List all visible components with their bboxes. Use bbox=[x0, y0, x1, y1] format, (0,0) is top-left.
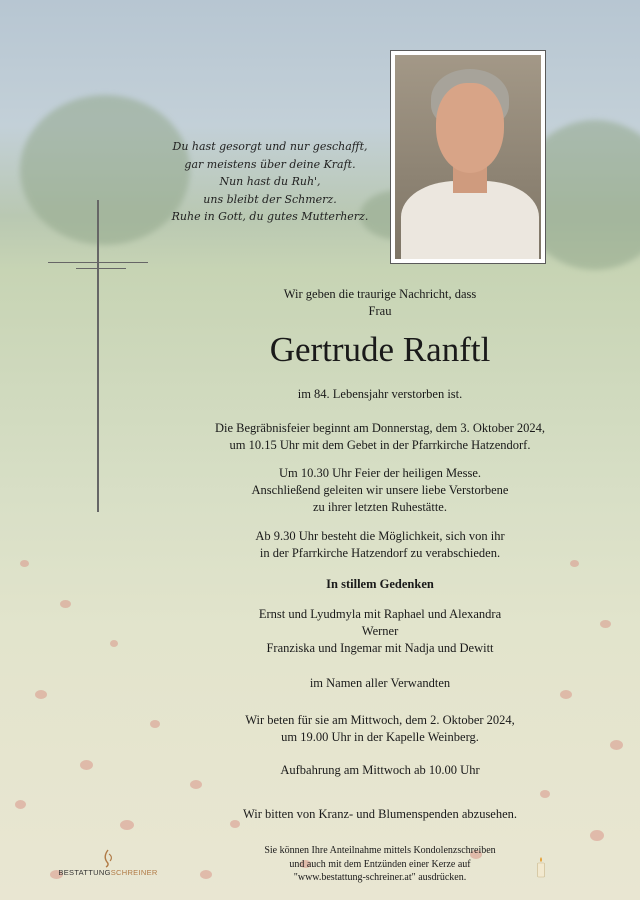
age-text: im 84. Lebensjahr verstorben ist. bbox=[297, 387, 463, 401]
mourner-line: Ernst und Lyudmyla mit Raphael und Alexandra bbox=[258, 607, 502, 621]
mass-line: Anschließend geleiten wir unsere liebe Verstorbene bbox=[251, 483, 509, 497]
farewell-info bbox=[160, 528, 600, 562]
funeral-info bbox=[160, 420, 600, 454]
mourner-line: Werner bbox=[361, 624, 399, 638]
intro-text bbox=[160, 286, 600, 320]
poem-line: gar meistens über deine Kraft. bbox=[184, 157, 356, 171]
mass-line: Um 10.30 Uhr Feier der heiligen Messe. bbox=[278, 466, 482, 480]
farewell-line: Ab 9.30 Uhr besteht die Möglichkeit, sich von ihr bbox=[255, 529, 505, 543]
mourners-list bbox=[160, 606, 600, 657]
viewing-text: Aufbahrung am Mittwoch ab 10.00 Uhr bbox=[280, 763, 480, 777]
deceased-name: Gertrude Ranftl bbox=[269, 330, 491, 369]
logo-text bbox=[56, 868, 160, 877]
mass-info bbox=[160, 465, 600, 516]
funeral-line: Die Begräbnisfeier beginnt am Donnerstag, dem 3. Oktober 2024, bbox=[214, 421, 546, 435]
poem bbox=[140, 138, 400, 226]
condolence-line: "www.bestattung-schreiner.at" ausdrücken. bbox=[293, 872, 467, 883]
poem-line: uns bleibt der Schmerz. bbox=[203, 192, 337, 206]
condolence-info bbox=[160, 844, 600, 885]
candle-icon[interactable] bbox=[535, 856, 547, 878]
portrait-frame bbox=[390, 50, 546, 264]
intro-line: Wir geben die traurige Nachricht, dass bbox=[283, 287, 477, 301]
poem-line: Ruhe in Gott, du gutes Mutterherz. bbox=[171, 210, 369, 223]
mass-line: zu ihrer letzten Ruhestätte. bbox=[313, 500, 447, 514]
poem-line: Du hast gesorgt und nur geschafft, bbox=[172, 140, 368, 153]
funeral-line: um 10.15 Uhr mit dem Gebet in der Pfarrkirche Hatzendorf. bbox=[229, 438, 531, 452]
age-line bbox=[160, 386, 600, 403]
memory-heading-text: In stillem Gedenken bbox=[326, 577, 434, 591]
condolence-line: Sie können Ihre Anteilnahme mittels Kondolenzschreiben bbox=[264, 845, 496, 856]
intro-line: Frau bbox=[368, 304, 392, 318]
farewell-line: in der Pfarrkirche Hatzendorf zu verabschieden. bbox=[259, 546, 501, 560]
mourner-line: Franziska und Ingemar mit Nadja und Dewitt bbox=[266, 641, 494, 655]
flowers-text: Wir bitten von Kranz- und Blumenspenden abzusehen. bbox=[242, 807, 518, 821]
logo-sub: SCHREINER bbox=[110, 868, 158, 877]
prayer-line: um 19.00 Uhr in der Kapelle Weinberg. bbox=[281, 730, 479, 744]
flowers-notice bbox=[160, 806, 600, 823]
bestattung-logo bbox=[56, 848, 160, 877]
bestattung-logo-icon bbox=[100, 848, 116, 868]
portrait-photo bbox=[395, 55, 541, 259]
memory-heading bbox=[160, 576, 600, 593]
prayer-info bbox=[160, 712, 600, 746]
relatives-text: im Namen aller Verwandten bbox=[309, 676, 451, 690]
condolence-line: und auch mit dem Entzünden einer Kerze auf bbox=[289, 858, 471, 870]
prayer-line: Wir beten für sie am Mittwoch, dem 2. Oktober 2024, bbox=[245, 713, 515, 727]
logo-main: BESTATTUNG bbox=[58, 868, 111, 877]
viewing-info bbox=[160, 762, 600, 779]
relatives-line bbox=[160, 675, 600, 692]
poem-line: Nun hast du Ruh', bbox=[219, 175, 321, 188]
